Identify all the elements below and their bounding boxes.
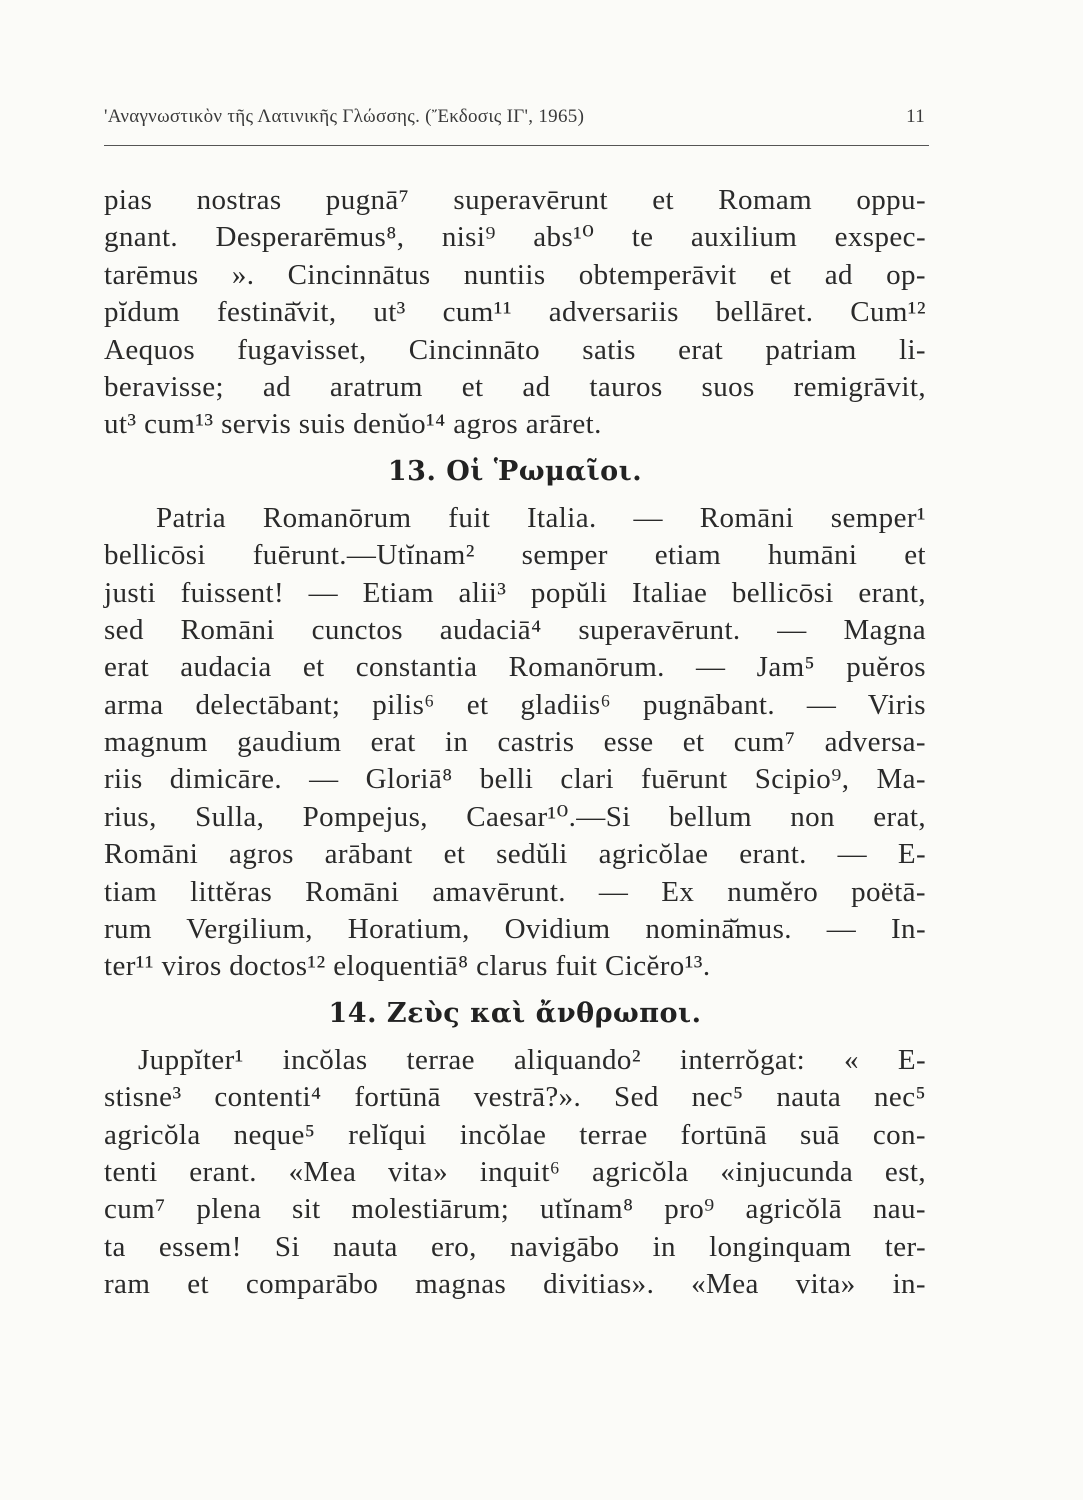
section-13-heading-text: 13. Οἱ Ῥωμαῖοι. [387, 455, 643, 487]
text-line: rum Vergilium, Horatium, Ovidium nominā̆mus. — In- [104, 913, 926, 946]
text-line: beravisse; ad aratrum et ad tauros suos remigrāvit, [104, 370, 926, 403]
text-line: Patria Romanōrum fuit Italia. — Romāni semper¹ [156, 501, 926, 534]
header-rule [104, 145, 929, 146]
text-line: pĭdum festinā̆vit, ut³ cum¹¹ adversariis bellāret. Cum¹² [104, 296, 926, 329]
running-head-title: 'Αναγνωστικὸν τῆς Λατινικῆς Γλώσσης. (Ἔκδοσις ΙΓ', 1965) [104, 106, 585, 127]
text-line: tarēmus ». Cincinnātus nuntiis obtemperāvit et ad op- [104, 258, 926, 291]
running-head [104, 106, 925, 146]
text-line: rius, Sulla, Pompejus, Caesar¹⁰.—Si bellum non erat, [104, 800, 926, 833]
text-line: sed Romāni cunctos audaciā⁴ superavērunt. — Magna [104, 613, 926, 646]
text-line: gnant. Desperarēmus⁸, nisi⁹ abs¹⁰ te auxilium exspec- [104, 221, 926, 254]
text-line: arma delectābant; pilis⁶ et gladiis⁶ pugnābant. — Viris [104, 688, 926, 721]
text-line: ta essem! Si nauta ero, navigābo in longinquam ter- [104, 1230, 926, 1263]
page-number: 11 [906, 106, 925, 127]
text-line: ram et comparābo magnas divitias». «Mea vita» in- [104, 1268, 926, 1301]
text-line: agricŏla neque⁵ relĭqui incŏlae terrae fortūnā suā con- [104, 1118, 926, 1151]
text-line: ter¹¹ viros doctos¹² eloquentiā⁸ clarus fuit Cicĕro¹³. [104, 950, 711, 983]
continuation-paragraph [104, 182, 926, 444]
section-14-heading [104, 992, 926, 1036]
text-line: cum⁷ plena sit molestiārum; utĭnam⁸ pro⁹ agricŏlā nau- [104, 1193, 926, 1226]
text-line: tenti erant. «Mea vita» inquit⁶ agricŏla «injucunda est, [104, 1155, 926, 1188]
text-line: riis dimicāre. — Gloriā⁸ belli clari fuērunt Scipio⁹, Ma- [104, 763, 926, 796]
body-text [104, 182, 926, 1304]
section-14-heading-text: 14. Ζεὺς καὶ ἄνθρωποι. [328, 997, 702, 1029]
text-line: stisne³ contenti⁴ fortūnā vestrā?». Sed nec⁵ nauta nec⁵ [104, 1081, 926, 1114]
text-line: Aequos fugavisset, Cincinnāto satis erat patriam li- [104, 333, 926, 366]
text-line: pias nostras pugnā⁷ superavērunt et Romam oppu- [104, 184, 926, 216]
text-line: bellicōsi fuērunt.—Utĭnam² semper etiam humāni et [104, 539, 926, 572]
text-line: erat audacia et constantia Romanōrum. — Jam⁵ puĕros [104, 651, 926, 684]
text-line: ut³ cum¹³ servis suis denŭo¹⁴ agros arāret. [104, 408, 602, 441]
text-line: magnum gaudium erat in castris esse et cum⁷ adversa- [104, 726, 926, 759]
text-line: justi fuissent! — Etiam alii³ popŭli Italiae bellicōsi erant, [104, 576, 926, 609]
text-line: tiam littĕras Romāni amavērunt. — Ex numĕro poëtā- [104, 875, 926, 908]
section-14-paragraph [104, 1042, 926, 1304]
section-13-paragraph [104, 500, 926, 986]
text-line: Juppĭter¹ incŏlas terrae aliquando² interrŏgat: « E- [138, 1043, 926, 1076]
text-line: Romāni agros arābant et sedŭli agricŏlae erant. — E- [104, 838, 926, 871]
section-13-heading [104, 450, 926, 494]
